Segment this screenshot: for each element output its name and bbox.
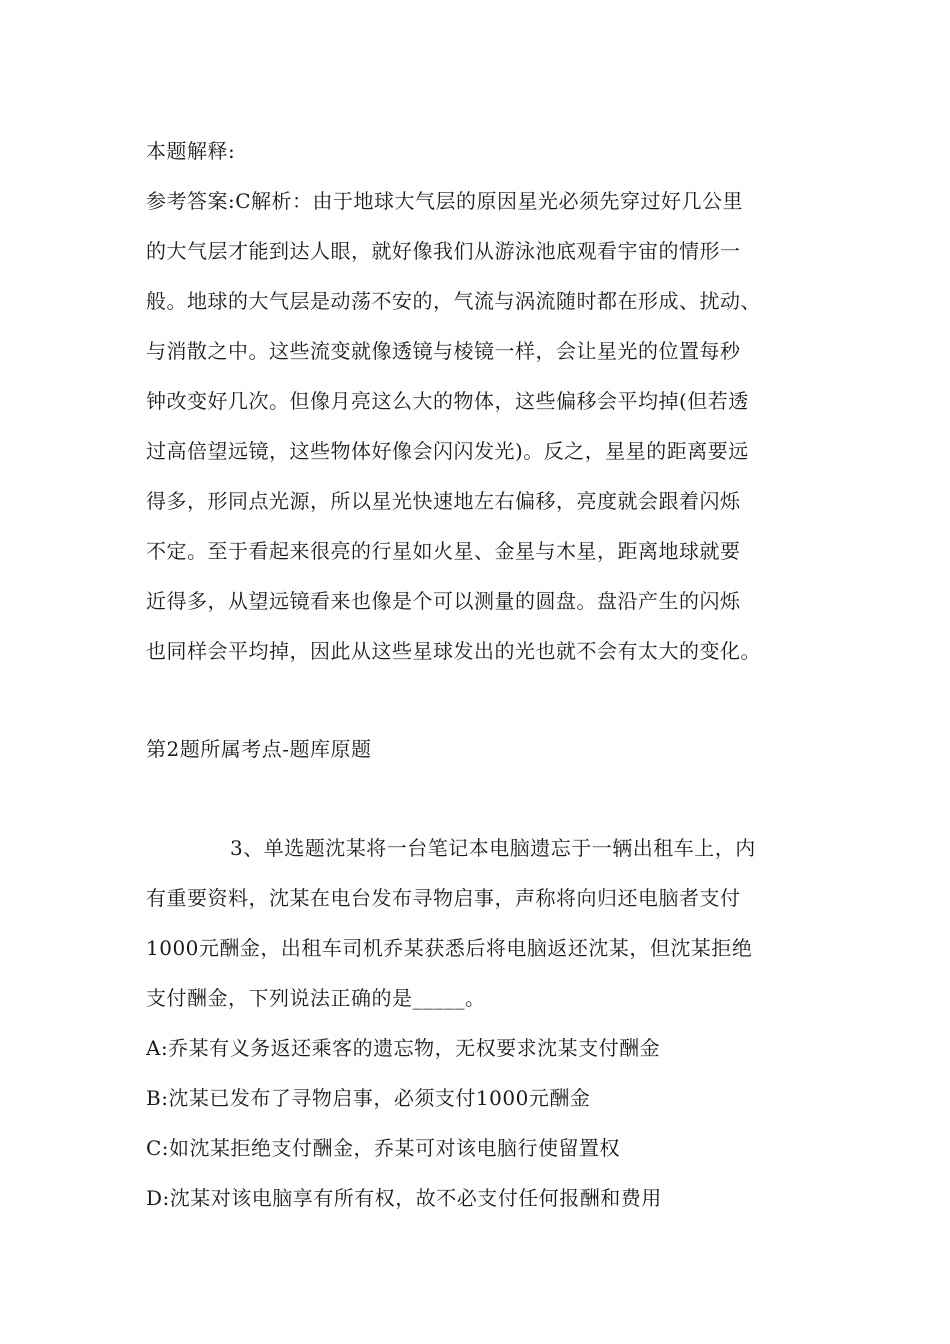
option-c: C:如沈某拒绝支付酬金，乔某可对该电脑行使留置权 (146, 1136, 621, 1160)
question-stem-line: 1000元酬金，出租车司机乔某获悉后将电脑返还沈某，但沈某拒绝 (146, 936, 753, 960)
option-d: D:沈某对该电脑享有所有权，故不必支付任何报酬和费用 (146, 1186, 662, 1210)
explanation-line: 过高倍望远镜，这些物体好像会闪闪发光)。反之，星星的距离要远 (146, 439, 749, 463)
option-a: A:乔某有义务返还乘客的遗忘物，无权要求沈某支付酬金 (146, 1036, 661, 1060)
explanation-line: 不定。至于看起来很亮的行星如火星、金星与木星，距离地球就要 (146, 539, 741, 563)
question-stem-line: 有重要资料，沈某在电台发布寻物启事，声称将向归还电脑者支付 (146, 886, 741, 910)
explanation-line: 近得多，从望远镜看来也像是个可以测量的圆盘。盘沿产生的闪烁 (146, 589, 741, 613)
explanation-heading: 本题解释: (146, 139, 236, 163)
explanation-line: 参考答案:C解析：由于地球大气层的原因星光必须先穿过好几公里 (146, 189, 744, 213)
question-stem-line: 3、单选题沈某将一台笔记本电脑遗忘于一辆出租车上，内 (230, 836, 756, 860)
explanation-line: 般。地球的大气层是动荡不安的，气流与涡流随时都在形成、扰动、 (146, 289, 761, 313)
explanation-line: 的大气层才能到达人眼，就好像我们从游泳池底观看宇宙的情形一 (146, 239, 741, 263)
explanation-line: 得多，形同点光源，所以星光快速地左右偏移，亮度就会跟着闪烁 (146, 489, 741, 513)
explanation-line: 也同样会平均掉，因此从这些星球发出的光也就不会有太大的变化。 (146, 639, 761, 663)
explanation-line: 钟改变好几次。但像月亮这么大的物体，这些偏移会平均掉(但若透 (146, 389, 749, 413)
explanation-line: 与消散之中。这些流变就像透镜与棱镜一样，会让星光的位置每秒 (146, 339, 741, 363)
question-stem-line: 支付酬金，下列说法正确的是_____。 (146, 986, 486, 1010)
option-b: B:沈某已发布了寻物启事，必须支付1000元酬金 (146, 1086, 591, 1110)
topic-label: 第2题所属考点-题库原题 (146, 737, 372, 761)
